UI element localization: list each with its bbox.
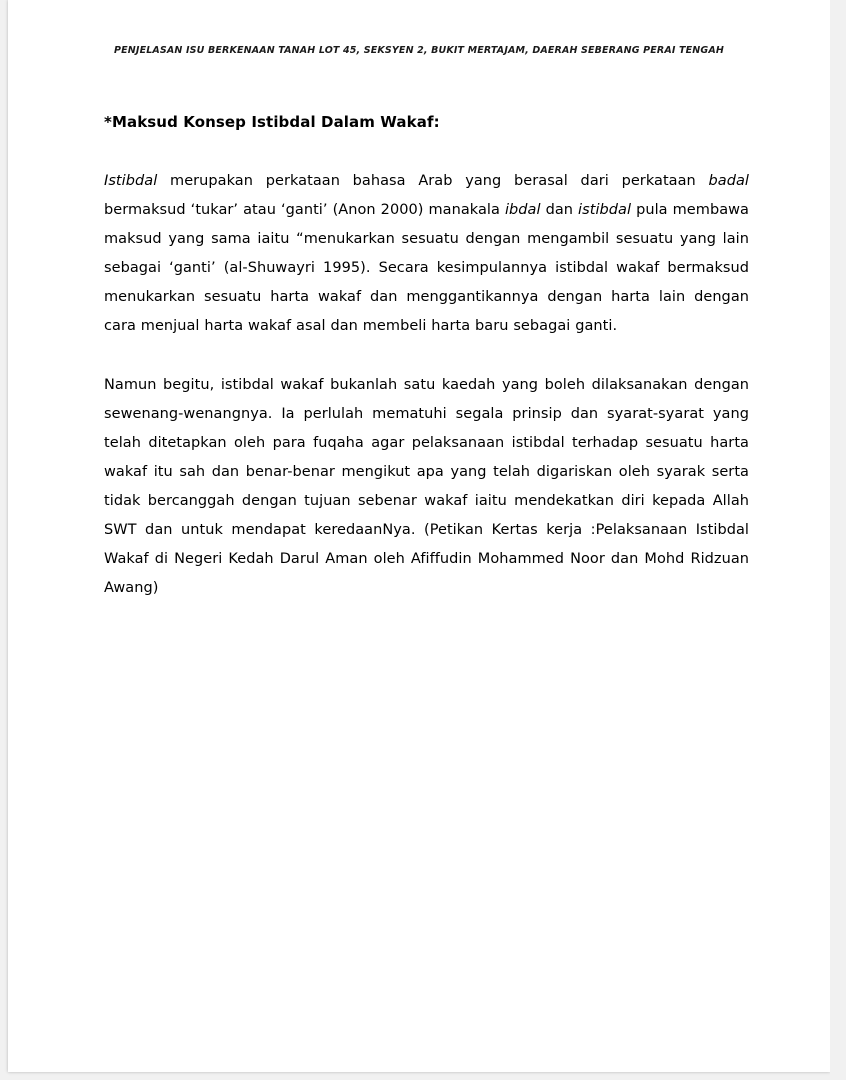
running-header: PENJELASAN ISU BERKENAAN TANAH LOT 45, SEKSYEN 2, BUKIT MERTAJAM, DAERAH SEBERANG PERAI TENGAH xyxy=(114,45,724,56)
document-body xyxy=(104,112,749,603)
term-istibdal-2: istibdal xyxy=(578,202,632,218)
paragraph-1-text-c: dan xyxy=(540,202,579,218)
term-istibdal: Istibdal xyxy=(104,173,158,189)
term-badal: badal xyxy=(708,173,749,189)
paragraph-1-text-b: bermaksud ‘tukar’ atau ‘ganti’ (Anon 2000) manakala xyxy=(104,202,505,218)
page-title: *Maksud Konsep Istibdal Dalam Wakaf: xyxy=(104,113,440,131)
paragraph-1-text-d: pula membawa maksud yang sama iaitu “menukarkan sesuatu dengan mengambil sesuatu yang lain sebagai ‘ganti’ (al-Shuwayri 1995). Secara kesimpulannya istibdal wakaf bermaksud menukarkan sesuatu harta wakaf dan menggantikannya dengan harta lain dengan cara menjual harta wakaf asal dan membeli harta baru sebagai ganti. xyxy=(104,202,749,334)
document-page xyxy=(8,0,830,1072)
paragraph-istibdal-definition xyxy=(104,167,749,341)
paragraph-istibdal-conditions: Namun begitu, istibdal wakaf bukanlah satu kaedah yang boleh dilaksanakan dengan sewenang-wenangnya. Ia perlulah mematuhi segala prinsip dan syarat-syarat yang telah ditetapkan oleh para fuqaha agar pelaksanaan istibdal terhadap sesuatu harta wakaf itu sah dan benar-benar mengikut apa yang telah digariskan oleh syarak serta tidak bercanggah dengan tujuan sebenar wakaf iaitu mendekatkan diri kepada Allah SWT dan untuk mendapat keredaanNya. (Petikan Kertas kerja :Pelaksanaan Istibdal Wakaf di Negeri Kedah Darul Aman oleh Afiffudin Mohammed Noor dan Mohd Ridzuan Awang) xyxy=(104,377,749,596)
paragraph-1-text-a: merupakan perkataan bahasa Arab yang berasal dari perkataan xyxy=(157,173,709,189)
term-ibdal: ibdal xyxy=(504,202,541,218)
page-right-gutter xyxy=(830,0,846,1080)
